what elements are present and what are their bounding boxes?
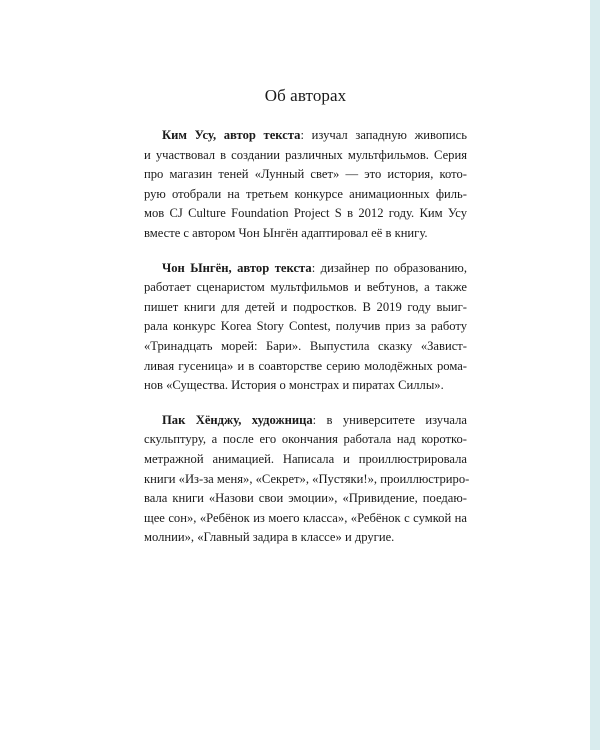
bio-line: молнии», «Главный задира в классе» и другие. bbox=[144, 530, 395, 545]
bio-line: про магазин теней «Лунный свет» — это история, кото- bbox=[144, 167, 467, 182]
bio-line: скульптуру, а после его окончания работала над коротко- bbox=[144, 432, 467, 447]
author-name: Чон Ынгён, автор текста bbox=[162, 260, 312, 275]
bio-line: «Тринадцать морей: Бари». Выпустила сказку «Завист- bbox=[144, 338, 467, 353]
bio-line: щее сон», «Ребёнок из моего класса», «Ребёнок с сумкой на bbox=[144, 510, 467, 525]
bio-line: книги «Из-за меня», «Секрет», «Пустяки!», проиллюстриро- bbox=[144, 471, 470, 486]
bio-line: вместе с автором Чон Ынгён адаптировал её в книгу. bbox=[144, 225, 428, 240]
bio-line: Пак Хёнджу, художница: в университете изучала bbox=[162, 412, 467, 427]
page-edge-strip bbox=[590, 0, 600, 750]
page-title: Об авторах bbox=[264, 86, 347, 105]
author-bio-chon-yngyon bbox=[144, 259, 467, 396]
bio-line: Ким Усу, автор текста: изучал западную живопись bbox=[162, 128, 467, 142]
bio-line: работает сценаристом мультфильмов и вебтунов, а также bbox=[144, 280, 467, 295]
bio-line: ливая гусеница» и в соавторстве серию молодёжных рома- bbox=[144, 358, 467, 373]
bio-line: метражной анимацией. Написала и проиллюстрировала bbox=[144, 451, 467, 466]
bio-line: Чон Ынгён, автор текста: дизайнер по образованию, bbox=[162, 260, 467, 275]
bio-line: мов CJ Culture Foundation Project S в 2012 году. Ким Усу bbox=[144, 206, 467, 221]
author-bio-kim-usu bbox=[144, 126, 467, 244]
bio-line: нов «Существа. История о монстрах и пиратах Силлы». bbox=[144, 378, 444, 393]
bio-line: и участвовал в создании различных мультфильмов. Серия bbox=[144, 147, 467, 162]
about-authors-section bbox=[144, 84, 470, 563]
bio-line: пишет книги для детей и подростков. В 2019 году выиг- bbox=[144, 299, 467, 314]
bio-line: рала конкурс Korea Story Contest, получив приз за работу bbox=[144, 319, 467, 334]
author-name: Ким Усу, автор текста bbox=[162, 128, 301, 142]
author-bio-pak-hyondzhu bbox=[144, 411, 470, 548]
bio-line: вала книги «Назови свои эмоции», «Привидение, поедаю- bbox=[144, 491, 467, 506]
bio-line: рую отобрали на третьем конкурсе анимационных филь- bbox=[144, 186, 467, 201]
author-name: Пак Хёнджу, художница bbox=[162, 412, 313, 427]
